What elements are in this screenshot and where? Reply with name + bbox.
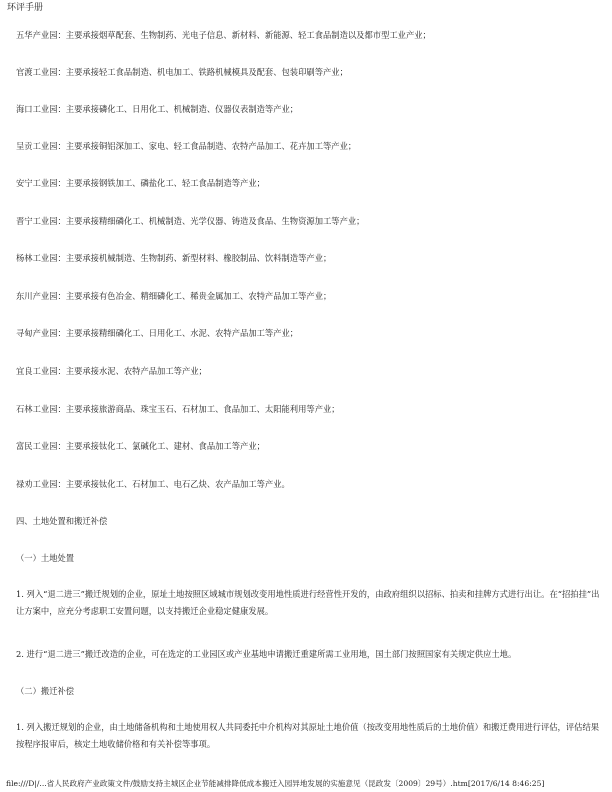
park-shilin: 石林工业园：主要承接旅游商品、珠宝玉石、石材加工、食品加工、太阳能利用等产业；	[16, 404, 340, 414]
park-luquan: 禄劝工业园：主要承接钛化工、石材加工、电石乙炔、农产品加工等产业。	[16, 479, 290, 489]
park-xundian: 寻甸产业园：主要承接精细磷化工、日用化工、水泥、农特产品加工等产业；	[16, 328, 299, 338]
park-wuhua: 五华产业园：主要承接烟草配套、生物制药、光电子信息、新材料、新能源、轻工食品制造以及都市型工业产业；	[16, 30, 431, 40]
park-yiliang: 宜良工业园：主要承接水泥、农特产品加工等产业；	[16, 366, 207, 376]
park-guandu: 官渡工业园：主要承接轻工食品制造、机电加工、铁路机械模具及配套、包装印刷等产业；	[16, 67, 348, 77]
land-disposal-item-1: 1. 列入“退二进三”搬迁规划的企业，原址土地按照区域城市规划改变用地性质进行经营性开发的，由政府组织以招标、拍卖和挂牌方式进行出让。在“招拍挂”出让方案中，应充分考虑职工安置问题，以支持搬迁企业稳定健康发展。	[16, 589, 600, 616]
park-yanglin: 杨林工业园：主要承接机械制造、生物制药、新型材料、橡胶制品、饮料制造等产业；	[16, 253, 332, 263]
compensation-item-1: 1. 列入搬迁规划的企业，由土地储备机构和土地使用权人共同委托中介机构对其原址土地价值（按改变用地性质后的土地价值）和搬迁费用进行评估，评估结果按程序报审后，核定土地收储价格和有关补偿等事项。	[16, 722, 600, 749]
park-fumin: 富民工业园：主要承接钛化工、氯碱化工、建材、食品加工等产业；	[16, 441, 265, 451]
subsection-land-disposal: （一）土地处置	[16, 553, 75, 563]
section-heading: 四、土地处置和搬迁补偿	[16, 516, 108, 526]
park-haikou: 海口工业园：主要承接磷化工、日用化工、机械制造、仪器仪表制造等产业；	[16, 104, 299, 114]
document-title: 环评手册	[7, 3, 44, 13]
land-disposal-item-2: 2. 进行“退二进三”搬迁改造的企业，可在选定的工业园区或产业基地申请搬迁重建所需工业用地，国土部门按照国家有关规定供应土地。	[16, 649, 517, 659]
footer-file-path: file:///D|/...省人民政府产业政策文件/鼓励支持主城区企业节能减排降低成本搬迁入园异地发展的实施意见（昆政发〔2009〕29号）.htm[2017/6/14 8:46:25]	[6, 779, 545, 788]
park-dongchuan: 东川产业园：主要承接有色冶金、精细磷化工、稀贵金属加工、农特产品加工等产业；	[16, 291, 332, 301]
park-jinning: 晋宁工业园：主要承接精细磷化工、机械制造、光学仪器、铸造及食品、生物资源加工等产业；	[16, 216, 365, 226]
park-chenggong: 呈贡工业园：主要承接铜铝深加工、家电、轻工食品制造、农特产品加工、花卉加工等产业；	[16, 141, 357, 151]
park-anning: 安宁工业园：主要承接钢铁加工、磷盐化工、轻工食品制造等产业；	[16, 178, 265, 188]
subsection-relocation-compensation: （二）搬迁补偿	[16, 686, 75, 696]
